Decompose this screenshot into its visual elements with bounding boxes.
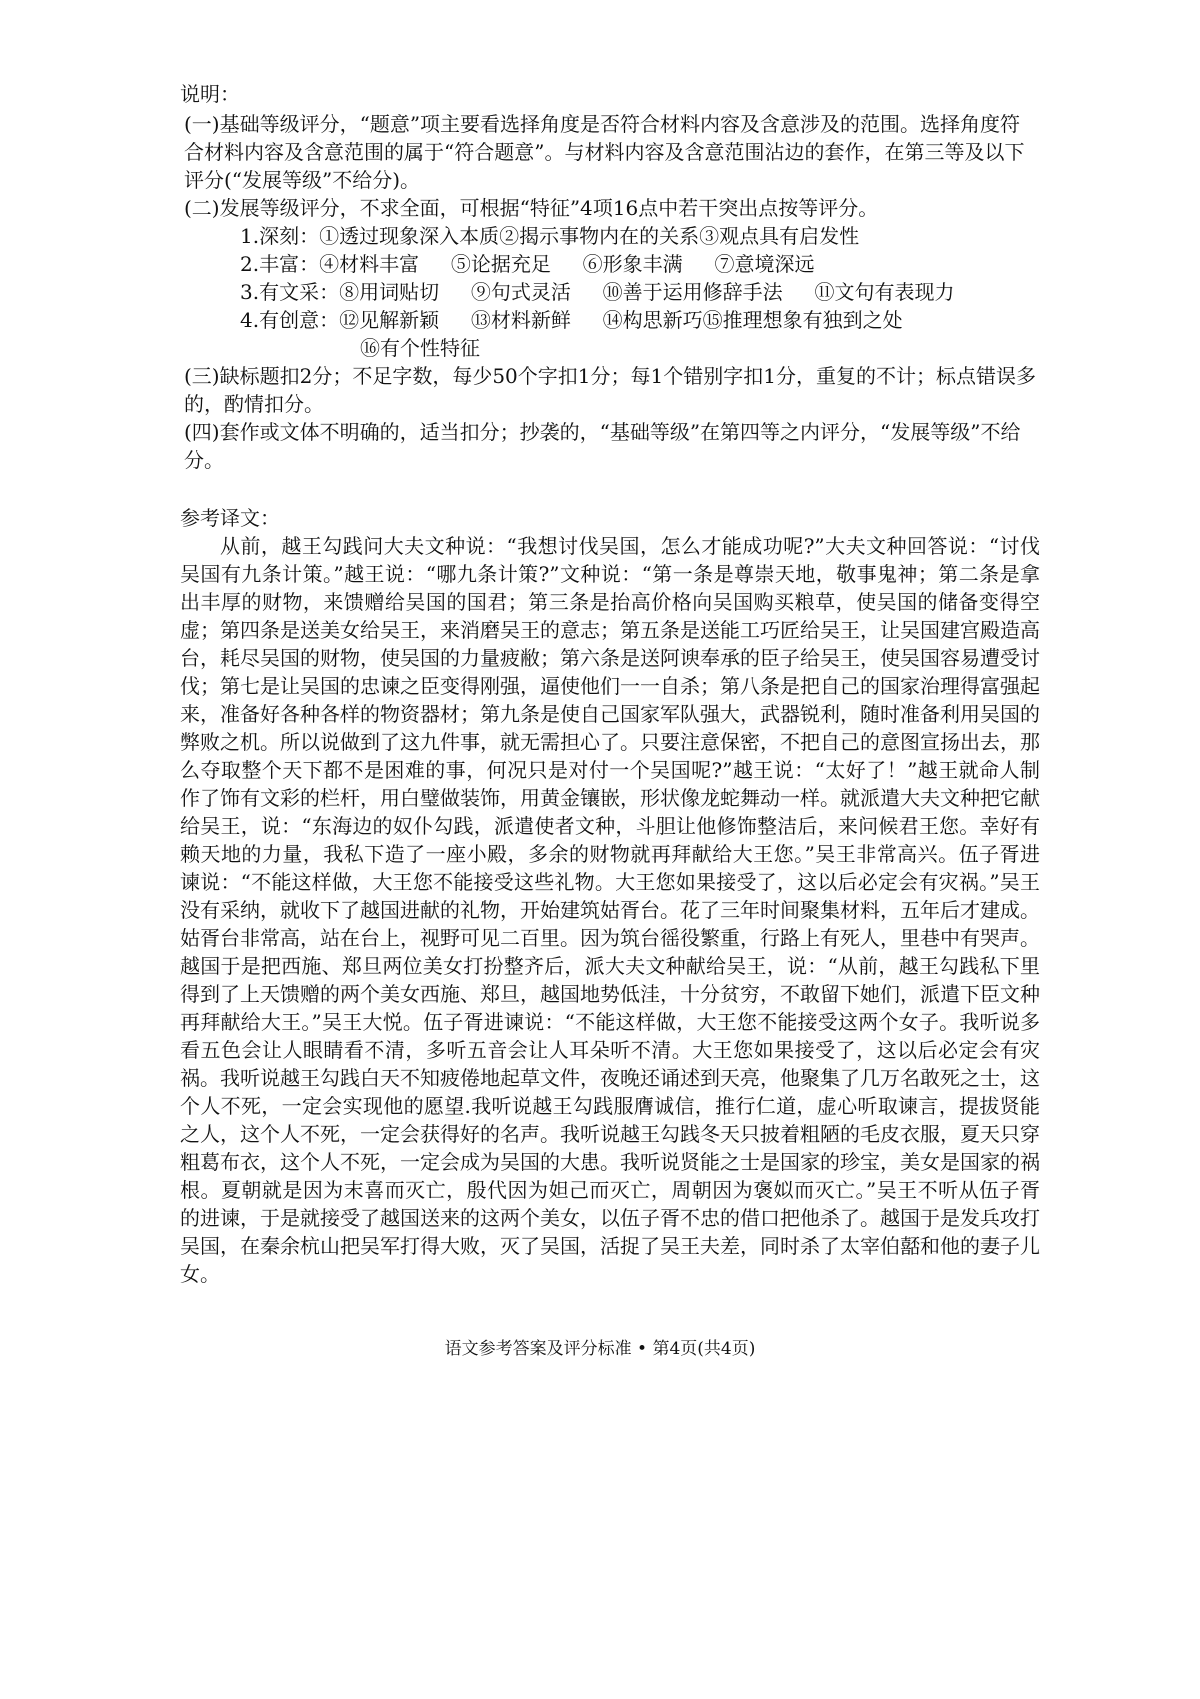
notes-item-1: (一)基础等级评分，“题意”项主要看选择角度是否符合材料内容及含意涉及的范围。选择角度符合材料内容及含意范围的属于“符合题意”。与材料内容及含意范围沾边的套作，在第三等及以下评分(“发展等级”不给分)。 (184, 112, 1025, 192)
feature-line-4-continued: ⑯有个性特征 (360, 336, 480, 360)
notes-item-4: (四)套作或文体不明确的，适当扣分；抄袭的，“基础等级”在第四等之内评分，“发展等级”不给分。 (184, 420, 1021, 472)
page-footer: 语文参考答案及评分标准 • 第4页(共4页) (444, 1339, 756, 1359)
feature-line-2: 2.丰富：④材料丰富 ⑤论据充足 ⑥形象丰满 ⑦意境深远 (240, 252, 815, 276)
document-page (180, 80, 1040, 1288)
feature-line-4: 4.有创意：⑫见解新颖 ⑬材料新鲜 ⑭构思新巧⑮推理想象有独到之处 (240, 308, 903, 332)
feature-line-3: 3.有文采：⑧用词贴切 ⑨句式灵活 ⑩善于运用修辞手法 ⑪文句有表现力 (240, 280, 955, 304)
notes-heading: 说明： (180, 82, 240, 106)
feature-line-1: 1.深刻：①透过现象深入本质②揭示事物内在的关系③观点具有启发性 (240, 224, 860, 248)
notes-item-3: (三)缺标题扣2分；不足字数，每少50个字扣1分；每1个错别字扣1分，重复的不计；标点错误多的，酌情扣分。 (184, 364, 1036, 416)
translation-heading: 参考译文： (180, 506, 280, 530)
notes-item-2: (二)发展等级评分，不求全面，可根据“特征”4项16点中若干突出点按等评分。 (184, 196, 879, 220)
section-gap (180, 474, 1040, 504)
translation-body: 从前，越王勾践问大夫文种说：“我想讨伐吴国，怎么才能成功呢?”大夫文种回答说：“讨伐吴国有九条计策。”越王说：“哪九条计策?”文种说：“第一条是尊崇天地，敬事鬼神；第二条是拿出丰厚的财物，来馈赠给吴国的国君；第三条是抬高价格向吴国购买粮草，使吴国的储备变得空虚；第四条是送美女给吴王，来消磨吴王的意志；第五条是送能工巧匠给吴王，让吴国建宫殿造高台，耗尽吴国的财物，使吴国的力量疲敝；第六条是送阿谀奉承的臣子给吴王，使吴国容易遭受讨伐；第七是让吴国的忠谏之臣变得刚强，逼使他们一一自杀；第八条是把自己的国家治理得富强起来，准备好各种各样的物资器材；第九条是使自己国家军队强大，武器锐利，随时准备利用吴国的弊败之机。所以说做到了这九件事，就无需担心了。只要注意保密，不把自己的意图宣扬出去，那么夺取整个天下都不是困难的事，何况只是对付一个吴国呢?”越王说：“太好了！”越王就命人制作了饰有文彩的栏杆，用白璧做装饰，用黄金镶嵌，形状像龙蛇舞动一样。就派遣大夫文种把它献给吴王，说：“东海边的奴仆勾践，派遣使者文种，斗胆让他修饰整洁后，来问候君王您。幸好有赖天地的力量，我私下造了一座小殿，多余的财物就再拜献给大王您。”吴王非常高兴。伍子胥进谏说：“不能这样做，大王您不能接受这些礼物。大王您如果接受了，这以后必定会有灾祸。”吴王没有采纳，就收下了越国进献的礼物，开始建筑姑胥台。花了三年时间聚集材料，五年后才建成。姑胥台非常高，站在台上，视野可见二百里。因为筑台徭役繁重，行路上有死人，里巷中有哭声。越国于是把西施、郑旦两位美女打扮整齐后，派大夫文种献给吴王，说：“从前，越王勾践私下里得到了上天馈赠的两个美女西施、郑旦，越国地势低洼，十分贫穷，不敢留下她们，派遣下臣文种再拜献给大王。”吴王大悦。伍子胥进谏说：“不能这样做，大王您不能接受这两个女子。我听说多看五色会让人眼睛看不清，多听五音会让人耳朵听不清。大王您如果接受了，这以后必定会有灾祸。我听说越王勾践白天不知疲倦地起草文件，夜晚还诵述到天亮，他聚集了几万名敢死之士，这个人不死，一定会实现他的愿望.我听说越王勾践服膺诚信，推行仁道，虚心听取谏言，提拔贤能之人，这个人不死，一定会获得好的名声。我听说越王勾践冬天只披着粗陋的毛皮衣服，夏天只穿粗葛布衣，这个人不死，一定会成为吴国的大患。我听说贤能之士是国家的珍宝，美女是国家的祸根。夏朝就是因为末喜而灭亡，殷代因为妲己而灭亡，周朝因为褒姒而灭亡。”吴王不听从伍子胥的进谏，于是就接受了越国送来的这两个美女，以伍子胥不忠的借口把他杀了。越国于是发兵攻打吴国，在秦余杭山把吴军打得大败，灭了吴国，活捉了吴王夫差，同时杀了太宰伯嚭和他的妻子儿女。 (180, 534, 1040, 1286)
